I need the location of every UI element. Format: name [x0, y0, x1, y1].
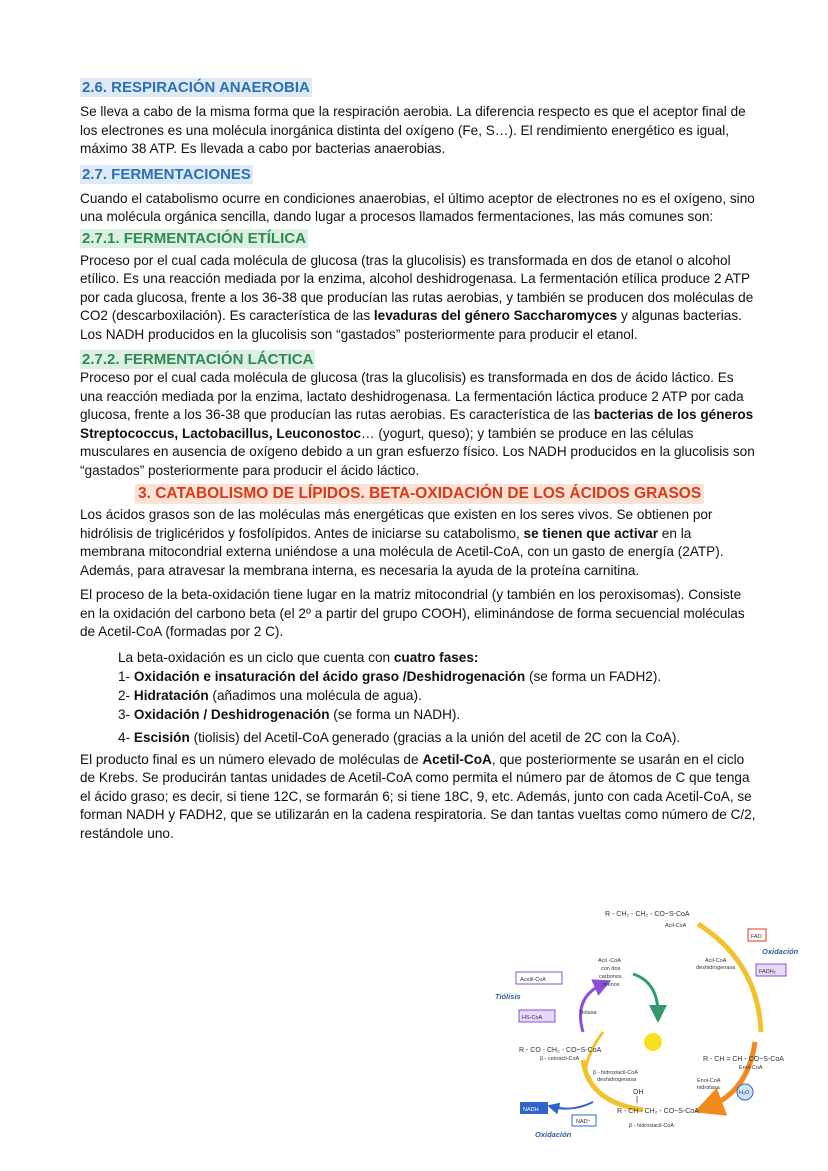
ketoacyl-formula: R - CO - CH₂ - CO~S-CoA: [519, 1047, 602, 1054]
paragraph-fermentacion-etilica: Proceso por el cual cada molécula de glucosa (tras la glucolisis) es transformada en dos de etanol o alcohol etílico. Es una reacción mediada por la enzima, alcohol deshidrogenasa. La fermentación etílica produce 2 ATP por cada glucosa, frente a los 36-38 que producían las rutas aerobias, y también se producen dos moléculas de CO2 (descarboxilación). Es característica de las levaduras del género Saccharomyces y algunas bacterias. Los NADH producidos en la glucolisis son “gastados” posteriormente para producir el etanol.: [80, 252, 754, 342]
nad-text: NAD⁺: [576, 1119, 591, 1125]
oxidacion-bottom-label: Oxidación: [535, 1130, 572, 1139]
heading-fermentacion-etilica: 2.7.1. FERMENTACIÓN ETÍLICA: [82, 229, 306, 247]
acil-coa-formula: R - CH₂ - CH₂ - CO~S-CoA: [605, 911, 690, 918]
tiolasa-label: Tiolasa: [579, 1010, 597, 1016]
h-plus-text: +H⁺: [551, 1105, 562, 1111]
heading-respiracion-anaerobia: 2.6. RESPIRACIÓN ANAEROBIA: [82, 79, 310, 96]
paragraph-producto-final: El producto final es un número elevado de moléculas de Acetil-CoA, que posteriormente se usarán en el ciclo de Krebs. Se producirán tantas unidades de Acetil-CoA como permita el número par de átomos de C que tenga el ácido graso; es decir, si tiene 12C, se formarán 6; si tiene 18C, 9, etc. Además, junto con cada Acetil-CoA, se forman NADH y FADH2, que se utilizarán en la cadena respiratoria. Se dan tantas vueltas como número de C/2, restándole uno.: [80, 751, 756, 841]
paragraph-fermentaciones: Cuando el catabolismo ocurre en condiciones anaerobias, el último aceptor de electrones no es el oxígeno, sino una molécula orgánica sencilla, dando lugar a procesos llamados fermentaciones, las más comunes son:: [80, 190, 755, 224]
heading-catabolismo-lipidos: 3. CATABOLISMO DE LÍPIDOS. BETA-OXIDACIÓN DE LOS ÁCIDOS GRASOS: [135, 484, 704, 504]
heading-fermentacion-lactica: 2.7.2. FERMENTACIÓN LÁCTICA: [82, 351, 314, 368]
phase-item: 2- Hidratación (añadimos una molécula de agua).: [118, 687, 422, 703]
nadh-text: NADH: [523, 1107, 539, 1113]
phase-item: 3- Oxidación / Deshidrogenación (se forma un NADH).: [118, 706, 461, 722]
acil-return-arrow: [633, 974, 658, 1014]
enol-hidratasa-1: Enol-CoA: [697, 1078, 721, 1084]
acil-deshidrogenasa-2: deshidrogenasa: [696, 965, 736, 971]
center-text-3: carbonos: [599, 974, 622, 980]
heading-fermentaciones: 2.7. FERMENTACIONES: [82, 165, 251, 183]
center-text-1: Acil -CoA: [598, 958, 621, 964]
tiolisis-label: Tiólisis: [495, 992, 521, 1001]
acil-coa-label: Acil-CoA: [665, 923, 687, 929]
phase-item: 4- Escisión (tiolisis) del Acetil-CoA generado (gracias a la unión del acetil de 2C con la CoA).: [118, 729, 681, 745]
acil-deshidrogenasa-1: Acil-CoA: [705, 958, 727, 964]
highlight-dot: [644, 1033, 662, 1051]
hs-coa-text: HS-CoA: [522, 1015, 543, 1021]
phase-item: 1- Oxidación e insaturación del ácido graso /Deshidrogenación (se forma un FADH2).: [118, 668, 662, 684]
hydroxyacyl-enzyme-1: β - hidroxiacil-CoA: [593, 1070, 639, 1076]
phases-intro: La beta-oxidación es un ciclo que cuenta con cuatro fases:: [118, 649, 479, 665]
paragraph-beta-oxidacion: El proceso de la beta-oxidación tiene lugar en la matriz mitocondrial (y también en los peroxisomas). Consiste en la oxidación del carbono beta (el 2º a partir del grupo COOH), eliminándose de forma secuencial moléculas de Acetil-CoA (formadas por 2 C).: [80, 587, 745, 639]
center-text-4: menos: [603, 982, 620, 988]
hydroxyacyl-enzyme-2: deshidrogenasa: [597, 1077, 637, 1083]
oh-group: OH: [633, 1089, 644, 1096]
fad-text: FAD: [751, 934, 762, 940]
oxidacion-right-label: Oxidación: [762, 947, 799, 956]
tiolisis-arrow: [581, 984, 604, 1032]
paragraph-acidos-grasos: Los ácidos grasos son de las moléculas más energéticas que existen en los seres vivos. Se obtienen por hidrólisis de triglicéridos y fosfolípidos. Antes de iniciarse su catabolismo, se tienen que activar en la membrana mitocondrial externa uniéndose a una molécula de Acetil-CoA, con un gasto de energía (2ATP). Además, para atravesar la membrana interna, es necesaria la ayuda de la proteína carnitina.: [80, 507, 724, 578]
hydroxyacyl-label: β - hidroxiacil-CoA: [629, 1123, 675, 1129]
fadh2-text: FADH₂: [759, 969, 776, 975]
phases-list: [118, 648, 760, 747]
hydroxyacyl-formula: R - CH - CH₂ - CO~S-CoA: [617, 1108, 699, 1115]
enoyl-formula: R - CH = CH - CO~S-CoA: [703, 1056, 784, 1063]
beta-oxidation-diagram: [493, 902, 813, 1142]
paragraph-respiracion-anaerobia: Se lleva a cabo de la misma forma que la respiración aerobia. La diferencia respecto es que el aceptor final de los electrones es una molécula inorgánica distinta del oxígeno (Fe, S…). El rendimiento energético es igual, máximo 38 ATP. Es llevada a cabo por bacterias anaerobias.: [80, 104, 746, 156]
acetil-coa-text: Acetil-CoA: [520, 977, 546, 983]
h2o-text: H₂O: [739, 1090, 750, 1096]
center-text-2: con dos: [601, 966, 621, 972]
enoyl-label: Enol-CoA: [739, 1065, 763, 1071]
ketoacyl-label: β - cetoacil-CoA: [540, 1056, 580, 1062]
paragraph-fermentacion-lactica: Proceso por el cual cada molécula de glucosa (tras la glucolisis) es transformada en dos de ácido láctico. Es una reacción mediada por la enzima, lactato deshidrogenasa. La fermentación láctica produce 2 ATP por cada glucosa, frente a los 36-38 que producían las rutas aerobias. Es característica de las bacterias de los géneros Streptococcus, Lactobacillus, Leuconostoc… (yogurt, queso); y también se produce en las células musculares en ausencia de oxígeno debido a un gran esfuerzo físico. Los NADH producidos en la glucolisis son “gastados” posteriormente para producir el ácido láctico.: [80, 370, 755, 478]
enol-hidratasa-2: hidratasa: [697, 1085, 720, 1091]
document-page: [80, 78, 760, 849]
